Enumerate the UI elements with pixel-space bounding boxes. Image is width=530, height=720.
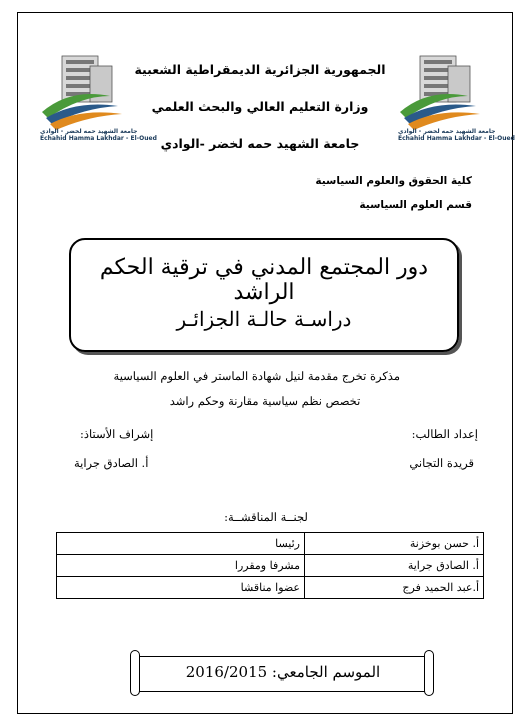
department-name: قسم العلوم السياسية [359,199,472,211]
logo-caption-ar: جامعة الشهيد حمه لخضر - الوادي [40,128,138,135]
committee-table [56,532,484,599]
thesis-subtitle: دراسـة حالـة الجزائـر [176,307,352,331]
member-name: أ. حسن بوخزنة [305,533,484,555]
university-logo-icon [40,52,124,130]
republic-name: الجمهورية الجزائرية الديمقراطية الشعبية [134,62,386,77]
table-row [57,577,484,599]
member-role: رئيسا [57,533,305,555]
student-name: قريدة التجاني [409,456,474,470]
logo-caption-ar: جامعة الشهيد حمه لخضر - الوادي [398,128,496,135]
committee-label: لجنــة المناقشــة: [224,510,308,524]
university-name: جامعة الشهيد حمه لخضر -الوادي [160,136,360,151]
university-logo-right [398,52,515,144]
thesis-title: دور المجتمع المدني في ترقية الحكم الراشد [99,255,429,305]
table-row [57,533,484,555]
logo-caption-en: Echahid Hamma Lakhdar - El-Oued [398,135,515,142]
supervisor-name: أ. الصادق جراية [74,456,149,470]
table-row [57,555,484,577]
degree-statement: مذكرة تخرج مقدمة لنيل شهادة الماستر في العلوم السياسية [113,369,400,383]
member-name: أ.عبد الحميد فرج [305,577,484,599]
university-logo-icon [398,52,482,130]
ministry-name: وزارة التعليم العالي والبحث العلمي [151,99,369,114]
logo-caption-en: Echahid Hamma Lakhdar - El-Oued [40,135,157,142]
member-name: أ. الصادق جراية [305,555,484,577]
member-role: عضوا مناقشا [57,577,305,599]
supervisor-label: إشراف الأستاذ: [80,427,154,441]
university-logo-left [40,52,157,144]
student-label: إعداد الطالب: [411,427,478,441]
faculty-name: كلية الحقوق والعلوم السياسية [315,175,472,187]
member-role: مشرفا ومقررا [57,555,305,577]
academic-season: الموسم الجامعي: 2016/2015 [185,663,381,681]
specialty: تخصص نظم سياسية مقارنة وحكم راشد [169,394,361,408]
